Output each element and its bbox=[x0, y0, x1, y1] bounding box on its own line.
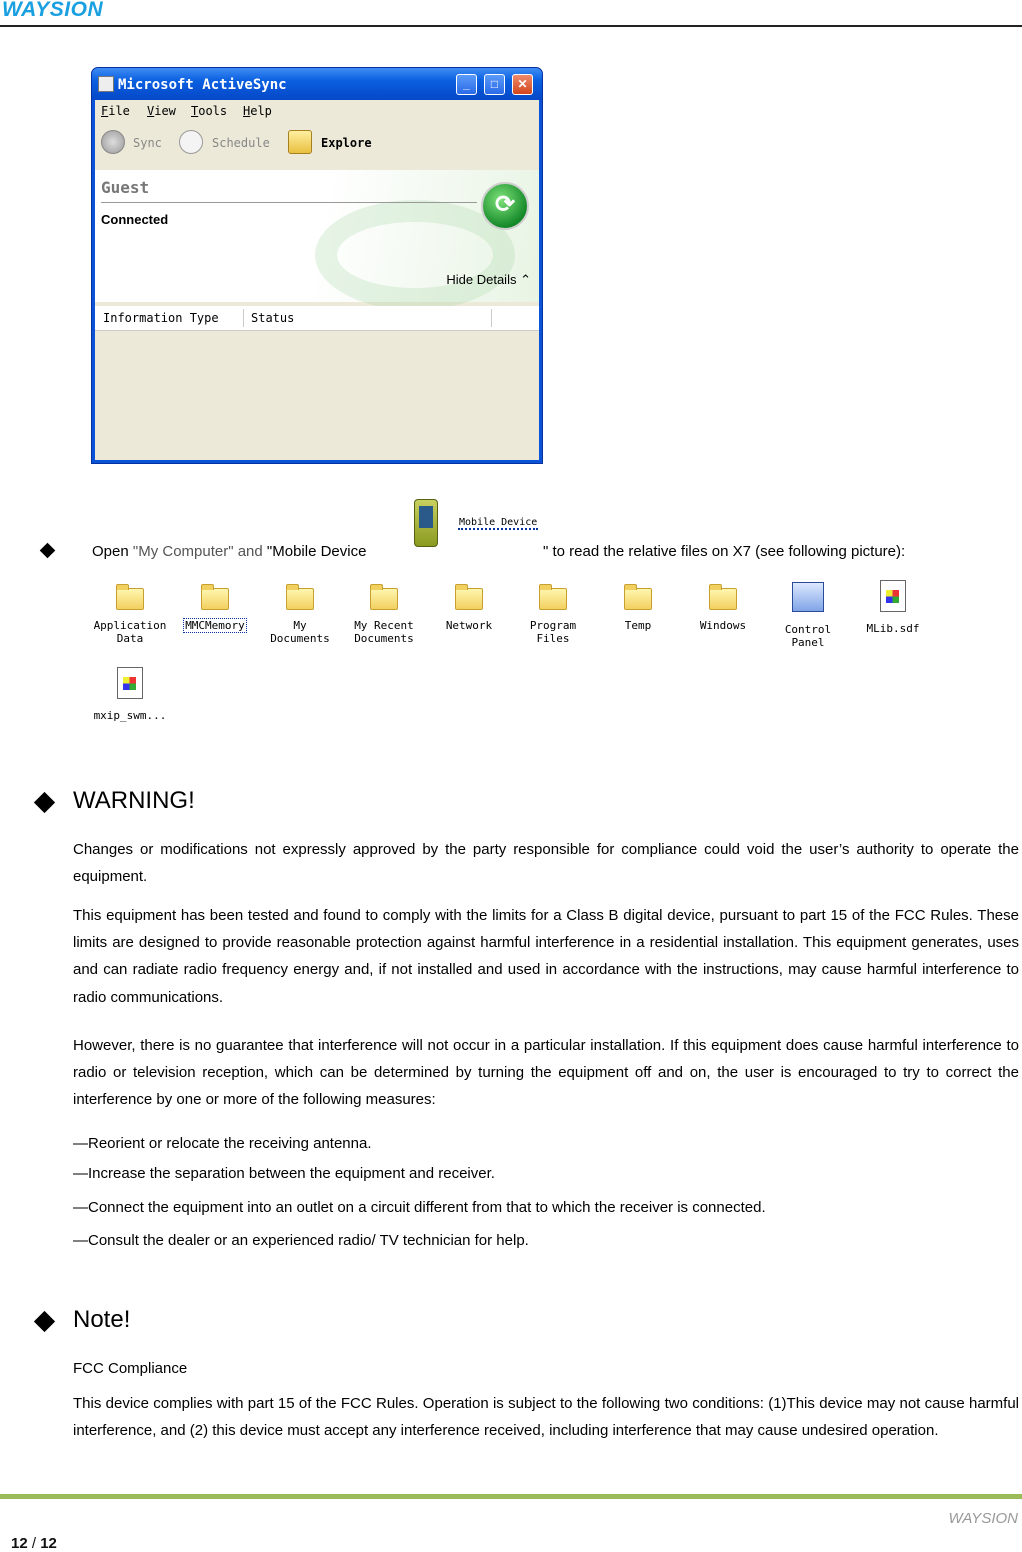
details-list-body bbox=[95, 331, 539, 460]
file-item[interactable] bbox=[427, 588, 511, 632]
instruction-line bbox=[92, 543, 366, 560]
warning-paragraph-2: This equipment has been tested and found to comply with the limits for a Class B digital device, pursuant to part 15 of the FCC Rules. These limits are designed to provide reasonable protection against harmful interference in a residential installation. This equipment generates, uses and can radiate radio frequency energy and, if not installed and used in accordance with the instructions, may cause harmful interference to radio communications. bbox=[73, 907, 1019, 1006]
file-item[interactable] bbox=[766, 582, 850, 649]
close-button[interactable]: ✕ bbox=[512, 74, 533, 95]
file-label: MLib.sdf bbox=[866, 622, 920, 635]
header-brand: WAYSION bbox=[2, 0, 104, 21]
diamond-bullet-icon bbox=[34, 792, 55, 813]
column-separator[interactable] bbox=[243, 309, 244, 327]
note-subheading: FCC Compliance bbox=[73, 1360, 188, 1377]
folder-icon bbox=[455, 588, 483, 610]
diamond-bullet-icon bbox=[40, 543, 56, 559]
maximize-button[interactable]: □ bbox=[484, 74, 505, 95]
folder-icon bbox=[201, 588, 229, 610]
menu-tools[interactable]: Tools bbox=[191, 104, 228, 118]
file-item[interactable] bbox=[596, 588, 680, 632]
footer-divider bbox=[0, 1494, 1022, 1499]
folder-icon bbox=[370, 588, 398, 610]
note-heading: Note! bbox=[73, 1306, 131, 1333]
file-label: Application Data bbox=[93, 619, 167, 645]
connection-status: Connected bbox=[101, 212, 169, 227]
instruction-mobile-device: "Mobile Device bbox=[266, 543, 367, 560]
folder-icon bbox=[116, 588, 144, 610]
file-item[interactable] bbox=[88, 588, 172, 645]
file-item[interactable] bbox=[342, 588, 426, 645]
folder-icon bbox=[709, 588, 737, 610]
page-separator: / bbox=[27, 1535, 41, 1552]
measure-item: —Increase the separation between the equipment and receiver. bbox=[73, 1165, 495, 1182]
file-label: Windows bbox=[699, 619, 747, 632]
column-separator[interactable] bbox=[491, 309, 492, 327]
measure-item: —Consult the dealer or an experienced radio/ TV technician for help. bbox=[73, 1232, 529, 1249]
file-item[interactable] bbox=[258, 588, 342, 645]
details-list-header bbox=[95, 306, 539, 331]
file-label: My Documents bbox=[270, 619, 330, 645]
sync-icon bbox=[101, 130, 125, 154]
warning-paragraph-1: Changes or modifications not expressly approved by the party responsible for compliance could void the user’s authority to operate the equipment. bbox=[73, 841, 1019, 886]
folder-icon bbox=[539, 588, 567, 610]
chevron-up-icon: ⌃ bbox=[520, 272, 531, 287]
file-item[interactable] bbox=[511, 588, 595, 645]
document-icon bbox=[117, 667, 143, 699]
toolbar bbox=[95, 128, 539, 168]
file-item[interactable] bbox=[88, 667, 172, 722]
file-item[interactable] bbox=[851, 580, 935, 635]
explore-icon bbox=[288, 130, 312, 154]
measure-item: —Reorient or relocate the receiving antenna. bbox=[73, 1135, 372, 1152]
footer-brand: WAYSION bbox=[948, 1510, 1018, 1527]
status-pane bbox=[95, 170, 539, 302]
diamond-bullet-icon bbox=[34, 1311, 55, 1332]
page-total: 12 bbox=[40, 1535, 57, 1552]
minimize-button[interactable]: _ bbox=[456, 74, 477, 95]
folder-icon bbox=[286, 588, 314, 610]
header-divider bbox=[0, 25, 1022, 27]
schedule-icon bbox=[179, 130, 203, 154]
instruction-my-computer: "My Computer" and bbox=[132, 543, 267, 560]
window-client bbox=[95, 100, 539, 460]
sync-button[interactable]: Sync bbox=[133, 136, 162, 150]
warning-heading: WARNING! bbox=[73, 787, 195, 814]
menu-view[interactable]: View bbox=[147, 104, 176, 118]
menu-help[interactable]: Help bbox=[243, 104, 272, 118]
file-label: My Recent Documents bbox=[354, 619, 414, 645]
activesync-window bbox=[91, 67, 543, 464]
file-label: mxip_swm... bbox=[93, 709, 167, 722]
partnership-name: Guest bbox=[101, 178, 150, 197]
explore-button[interactable]: Explore bbox=[321, 136, 372, 150]
instruction-suffix: " to read the relative files on X7 (see following picture): bbox=[543, 543, 906, 560]
page-current: 12 bbox=[11, 1535, 28, 1552]
measure-item: —Connect the equipment into an outlet on a circuit different from that to which the receiver is connected. bbox=[73, 1199, 766, 1216]
schedule-button[interactable]: Schedule bbox=[212, 136, 270, 150]
control-panel-icon bbox=[792, 582, 824, 612]
file-item[interactable] bbox=[173, 588, 257, 634]
column-information-type[interactable]: Information Type bbox=[103, 311, 219, 325]
file-label: Program Files bbox=[529, 619, 577, 645]
note-paragraph: This device complies with part 15 of the FCC Rules. Operation is subject to the following two conditions: (1)This device may not cause harmful interference, and (2) this device must accept any interference received, including interference that may cause undesired operation. bbox=[73, 1395, 1019, 1440]
file-label: Network bbox=[445, 619, 493, 632]
hide-details-label: Hide Details bbox=[446, 272, 517, 287]
instruction-prefix: Open bbox=[92, 543, 133, 560]
sync-status-icon[interactable]: ⟳ bbox=[481, 182, 529, 230]
folder-icon bbox=[624, 588, 652, 610]
file-label: MMCMemory bbox=[185, 619, 245, 632]
status-divider bbox=[101, 202, 477, 203]
file-item[interactable] bbox=[681, 588, 765, 632]
menu-file[interactable]: File bbox=[101, 104, 130, 118]
window-titlebar bbox=[92, 68, 542, 100]
document-icon bbox=[880, 580, 906, 612]
page-number bbox=[11, 1535, 57, 1552]
file-label: Temp bbox=[624, 619, 652, 632]
hide-details-link[interactable] bbox=[446, 272, 531, 288]
mobile-device-icon bbox=[414, 499, 438, 547]
warning-paragraph-3: However, there is no guarantee that interference will not occur in a particular installation. If this equipment does cause harmful interference to radio or television reception, which can be determined by turning the equipment off and on, the user is encouraged to try to correct the interference by one or more of the following measures: bbox=[73, 1037, 1019, 1109]
activesync-app-icon bbox=[98, 76, 114, 92]
menu-bar bbox=[95, 100, 539, 122]
file-label: Control Panel bbox=[784, 623, 832, 649]
window-title: Microsoft ActiveSync bbox=[118, 77, 287, 93]
column-status[interactable]: Status bbox=[251, 311, 295, 325]
mobile-device-icon-label: Mobile Device bbox=[459, 517, 538, 528]
